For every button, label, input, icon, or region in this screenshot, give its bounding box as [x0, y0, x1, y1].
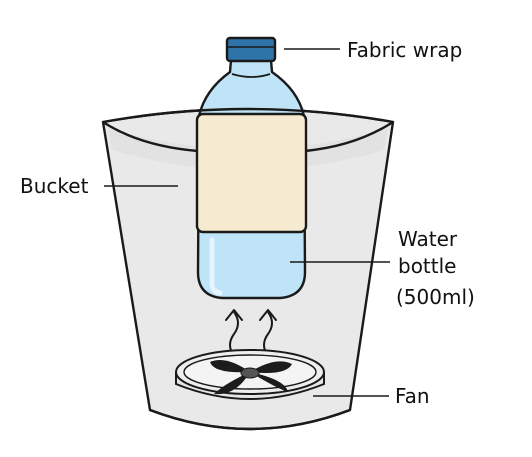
bucket-label: Bucket: [20, 174, 89, 198]
bottle-cap: [227, 38, 275, 61]
water-bottle-label-line1: Water: [398, 227, 458, 251]
water-bottle-label-line2: bottle: [398, 254, 457, 278]
fan-label: Fan: [395, 384, 430, 408]
fabric-wrap: [197, 114, 306, 232]
fan-hub: [241, 368, 259, 378]
fabric-wrap-label: Fabric wrap: [347, 38, 463, 62]
fan: [176, 350, 324, 399]
water-bottle-volume-label: (500ml): [396, 285, 475, 309]
